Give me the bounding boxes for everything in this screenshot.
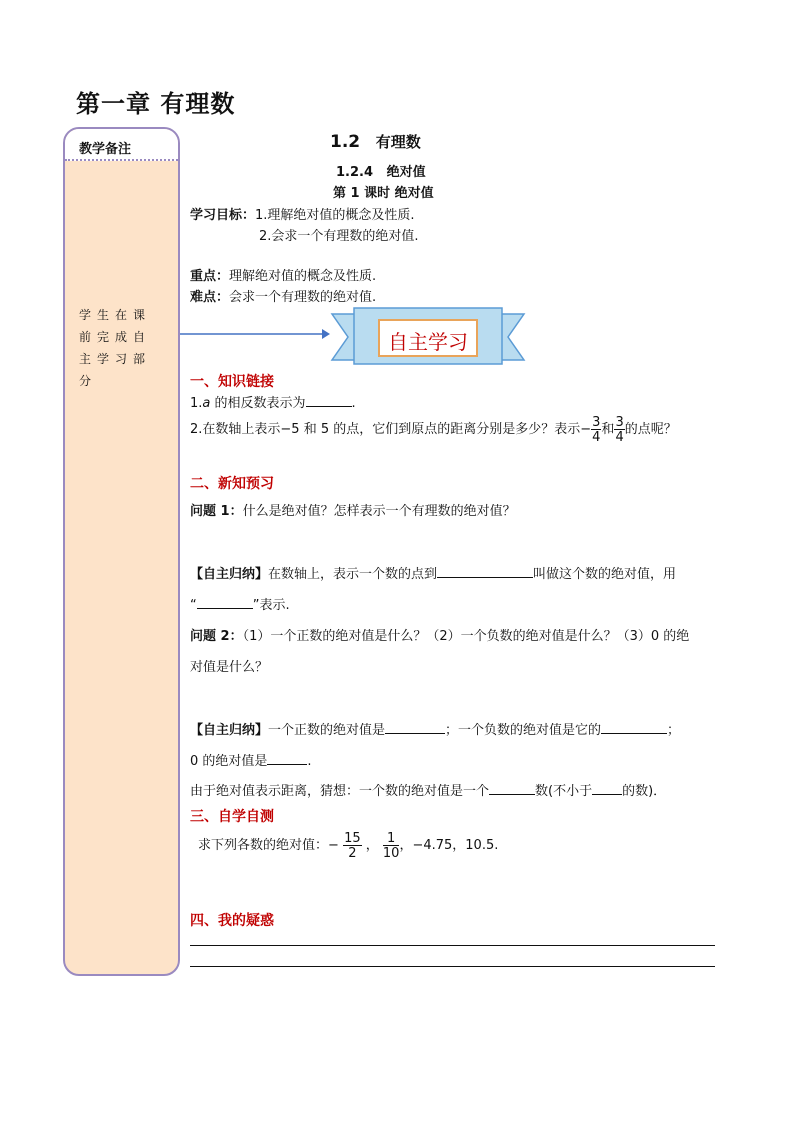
problem-1: 问题 1：什么是绝对值？怎样表示一个有理数的绝对值？ (190, 504, 516, 519)
sidebar-title: 教学备注 (79, 142, 132, 157)
section-heading: 1.2 有理数 (330, 132, 421, 152)
summary-2-cont: 0 的绝对值是 . (190, 754, 312, 769)
blank-line[interactable] (592, 782, 622, 795)
problem-2-cont: 对值是什么？ (190, 660, 269, 675)
difficulty: 难点：会求一个有理数的绝对值. (190, 290, 377, 305)
self-study-banner: 自主学习 (388, 330, 468, 354)
blank-line[interactable] (306, 394, 352, 407)
summary-2: 【自主归纳】一个正数的绝对值是 ；一个负数的绝对值是它的 ； (190, 723, 681, 738)
fraction: $\frac{3}{4}$ (592, 414, 601, 445)
blank-line[interactable] (601, 721, 667, 734)
subsection-heading: 1.2.4 绝对值 (336, 165, 426, 180)
fraction: $\frac{3}{4}$ (615, 414, 624, 445)
summary-1: 【自主归纳】在数轴上，表示一个数的点到 叫做这个数的绝对值，用 (190, 567, 677, 582)
blank-line[interactable] (385, 721, 445, 734)
section2-heading: 二、新知预习 (190, 476, 274, 492)
section3-heading: 三、自学自测 (190, 809, 274, 825)
question-2: 2.在数轴上表示−5 和 5 的点，它们到原点的距离分别是多少？表示− $\frac{3}{4}$ 和 $\frac{3}{4}$ 的点呢？ (190, 414, 677, 445)
teaching-notes-sidebar (63, 127, 180, 976)
blank-line[interactable] (437, 565, 533, 578)
lesson-heading: 第 1 课时 绝对值 (333, 186, 434, 201)
summary-1-cont: “ ”表示. (190, 598, 290, 613)
sidebar-note: 学生在课前完成自主学习部分 (79, 308, 152, 388)
problem-2: 问题 2：（1）一个正数的绝对值是什么？（2）一个负数的绝对值是什么？（3）0 的绝 (190, 629, 690, 644)
blank-line[interactable] (267, 752, 307, 765)
guess: 由于绝对值表示距离，猜想：一个数的绝对值是一个 数(不小于 的数)． (190, 784, 667, 799)
fraction: $\frac{1}{10}$ (382, 830, 400, 861)
answer-line[interactable] (190, 945, 715, 946)
answer-line[interactable] (190, 966, 715, 967)
self-test: 求下列各数的绝对值：− $\frac{15}{2}$ ， $\frac{1}{10}$ ，−4.75，10.5. (198, 830, 499, 861)
blank-line[interactable] (197, 596, 253, 609)
question-1: 1.a 的相反数表示为 . (190, 396, 356, 411)
chapter-title: 第一章 有理数 (76, 90, 236, 118)
sidebar-header (65, 129, 178, 161)
fraction: $\frac{15}{2}$ (344, 830, 361, 861)
blank-line[interactable] (489, 782, 535, 795)
section4-heading: 四、我的疑惑 (190, 913, 274, 929)
arrow-icon (180, 320, 330, 350)
key-point: 重点：理解绝对值的概念及性质. (190, 269, 377, 284)
learning-goal-2: 2.会求一个有理数的绝对值. (259, 229, 419, 244)
learning-goal-1: 学习目标：1.理解绝对值的概念及性质. (190, 208, 415, 223)
section1-heading: 一、知识链接 (190, 374, 274, 390)
